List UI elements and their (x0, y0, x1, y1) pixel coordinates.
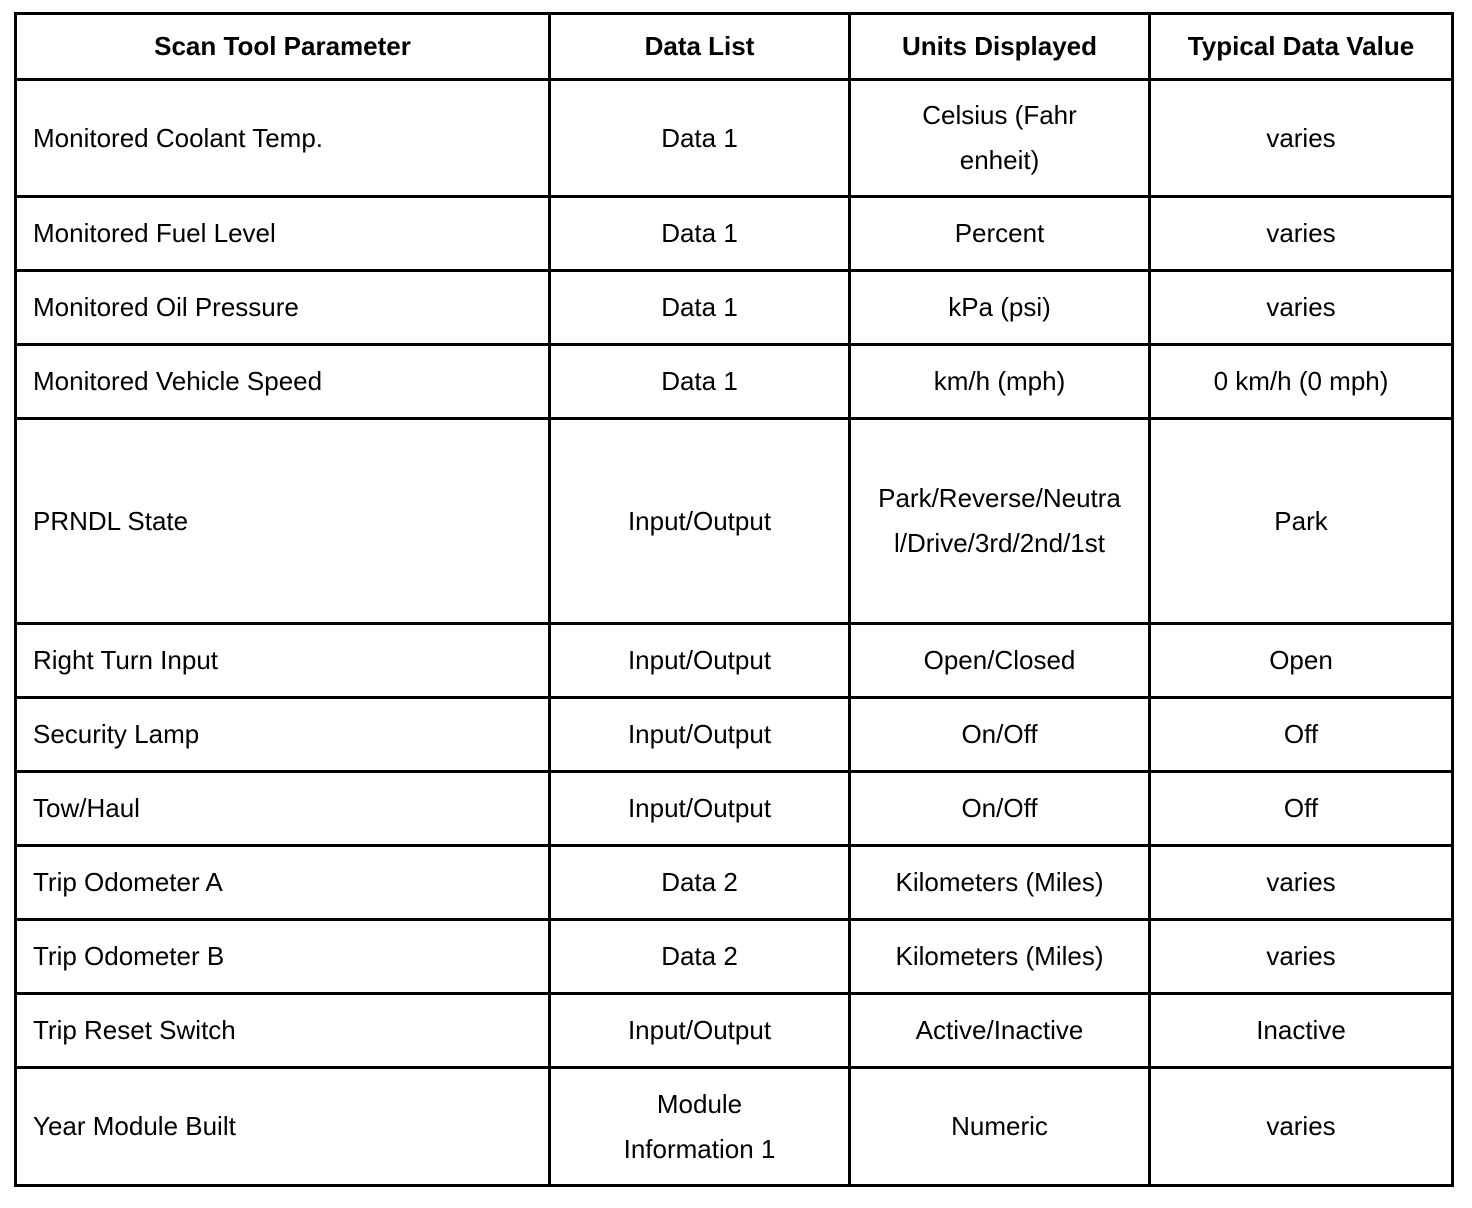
cell-typical-value: varies (1150, 271, 1453, 345)
cell-parameter: PRNDL State (16, 419, 550, 624)
table-row (16, 197, 1453, 271)
cell-units: On/Off (850, 698, 1150, 772)
cell-typical-value: Off (1150, 698, 1453, 772)
cell-units: km/h (mph) (850, 345, 1150, 419)
table-row (16, 920, 1453, 994)
cell-data-list: Data 1 (550, 345, 850, 419)
cell-typical-value: Inactive (1150, 994, 1453, 1068)
table-row (16, 345, 1453, 419)
cell-parameter: Monitored Coolant Temp. (16, 80, 550, 197)
cell-units: Kilometers (Miles) (850, 920, 1150, 994)
cell-parameter: Right Turn Input (16, 624, 550, 698)
cell-data-list: Data 1 (550, 80, 850, 197)
table-row (16, 80, 1453, 197)
cell-typical-value: varies (1150, 197, 1453, 271)
cell-parameter: Monitored Vehicle Speed (16, 345, 550, 419)
cell-data-list: Data 2 (550, 846, 850, 920)
cell-units: Kilometers (Miles) (850, 846, 1150, 920)
cell-parameter: Security Lamp (16, 698, 550, 772)
cell-typical-value: Park (1150, 419, 1453, 624)
table-row (16, 624, 1453, 698)
cell-parameter: Trip Odometer A (16, 846, 550, 920)
cell-data-list: Input/Output (550, 772, 850, 846)
header-scan-tool-parameter: Scan Tool Parameter (16, 14, 550, 80)
cell-typical-value: varies (1150, 1068, 1453, 1186)
cell-typical-value: Off (1150, 772, 1453, 846)
cell-units: Numeric (850, 1068, 1150, 1186)
table-row (16, 698, 1453, 772)
cell-units: Active/Inactive (850, 994, 1150, 1068)
cell-parameter: Year Module Built (16, 1068, 550, 1186)
cell-typical-value: Open (1150, 624, 1453, 698)
units-text: Park/Reverse/Neutral/Drive/3rd/2nd/1st (878, 483, 1121, 558)
table-row (16, 772, 1453, 846)
cell-data-list (550, 1068, 850, 1186)
header-units-displayed: Units Displayed (850, 14, 1150, 80)
data-list-text: Module Information 1 (623, 1088, 776, 1164)
header-data-list: Data List (550, 14, 850, 80)
table-row (16, 1068, 1453, 1186)
cell-units (850, 419, 1150, 624)
cell-parameter: Monitored Fuel Level (16, 197, 550, 271)
header-row (16, 14, 1453, 80)
table-row (16, 271, 1453, 345)
cell-typical-value: 0 km/h (0 mph) (1150, 345, 1453, 419)
cell-data-list: Data 1 (550, 271, 850, 345)
table-row (16, 994, 1453, 1068)
cell-data-list: Input/Output (550, 698, 850, 772)
cell-data-list: Data 2 (550, 920, 850, 994)
cell-units (850, 80, 1150, 197)
cell-units: Open/Closed (850, 624, 1150, 698)
cell-units: kPa (psi) (850, 271, 1150, 345)
cell-units: On/Off (850, 772, 1150, 846)
cell-parameter: Monitored Oil Pressure (16, 271, 550, 345)
cell-data-list: Input/Output (550, 994, 850, 1068)
cell-typical-value: varies (1150, 846, 1453, 920)
table-row (16, 419, 1453, 624)
cell-units: Percent (850, 197, 1150, 271)
cell-parameter: Tow/Haul (16, 772, 550, 846)
cell-data-list: Input/Output (550, 419, 850, 624)
units-text: Celsius (Fahrenheit) (922, 100, 1077, 175)
cell-data-list: Input/Output (550, 624, 850, 698)
cell-typical-value: varies (1150, 920, 1453, 994)
cell-data-list: Data 1 (550, 197, 850, 271)
header-typical-data-value: Typical Data Value (1150, 14, 1453, 80)
cell-parameter: Trip Odometer B (16, 920, 550, 994)
scan-tool-data-table (14, 12, 1454, 1187)
cell-parameter: Trip Reset Switch (16, 994, 550, 1068)
cell-typical-value: varies (1150, 80, 1453, 197)
table-row (16, 846, 1453, 920)
